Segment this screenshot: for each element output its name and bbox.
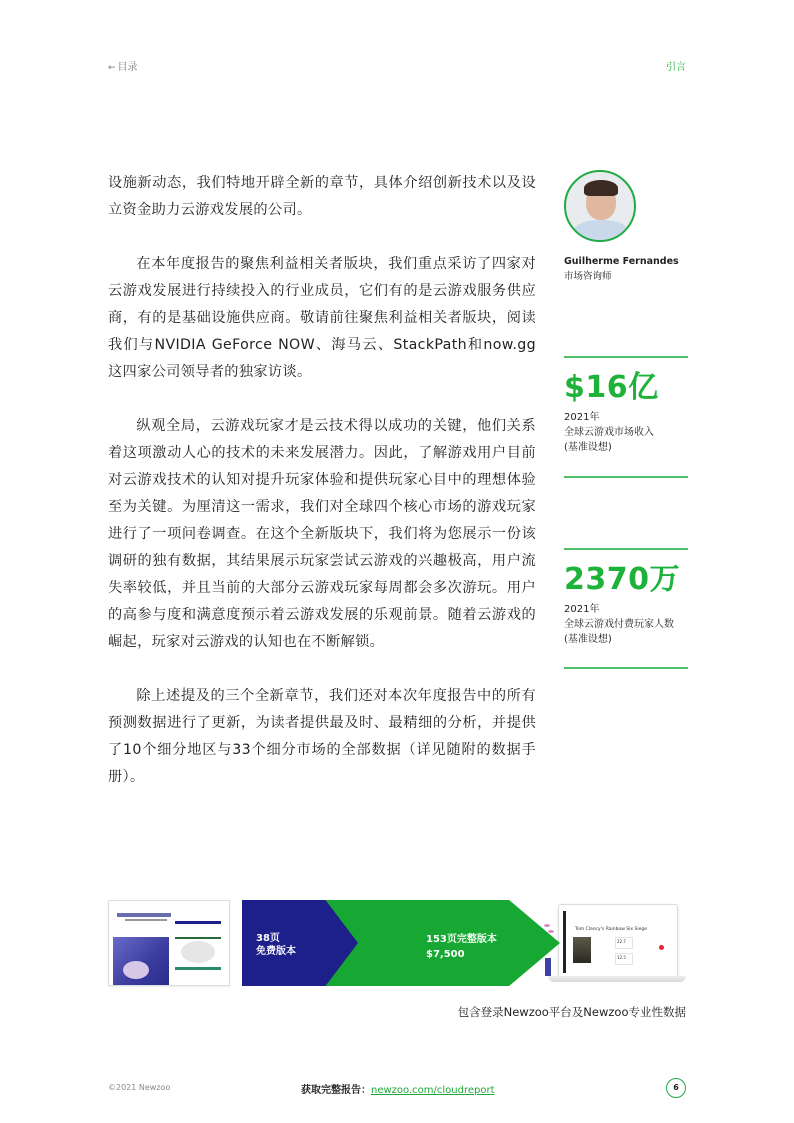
full-version-label: [426, 932, 497, 962]
back-link-label: 目录: [117, 62, 138, 73]
paragraph: 除上述提及的三个全新章节，我们还对本次年度报告中的所有预测数据进行了更新，为读者提供最及时、最精细的分析，并提供了10个细分地区与33个细分市场的全部数据（详见随附的数据手册）。: [108, 688, 536, 785]
body-text: [108, 170, 536, 818]
section-label: 引言: [666, 62, 686, 73]
divider: [564, 476, 688, 478]
avatar-hair: [584, 180, 618, 196]
divider: [564, 356, 688, 358]
report-cover-title: [117, 913, 171, 917]
report-thumbnail: [108, 900, 230, 986]
stat-note: (基准设想): [564, 634, 612, 645]
metric-card: 22.7: [615, 937, 633, 949]
stat-label: 全球云游戏市场收入: [564, 427, 654, 438]
stat-description: [564, 602, 688, 647]
divider: [564, 667, 688, 669]
report-cover-art: [113, 937, 169, 985]
cta-label: 获取完整报告：: [301, 1085, 371, 1096]
back-to-contents-link[interactable]: [108, 58, 138, 73]
stat-year: 2021年: [564, 604, 600, 615]
stat-label: 全球云游戏付费玩家人数: [564, 619, 674, 630]
report-promo-banner[interactable]: [108, 900, 686, 986]
arrow-left-icon: ←: [108, 63, 116, 73]
platform-laptop-mockup: [548, 904, 686, 986]
game-cover: [573, 937, 591, 963]
stat-note: (基准设想): [564, 442, 612, 453]
paragraph: 设施新动态，我们特地开辟全新的章节，具体介绍创新技术以及设立资金助力云游戏发展的公司。: [108, 175, 536, 218]
avatar-shirt: [572, 220, 630, 242]
avatar: [564, 170, 636, 242]
laptop-base: [548, 976, 686, 982]
paragraph: 在本年度报告的聚焦利益相关者版块，我们重点采访了四家对云游戏发展进行持续投入的行业成员，它们有的是云游戏服务供应商，有的是基础设施供应商。敬请前往聚焦利益相关者版块，阅读我们与NVIDIA GeForce NOW、海马云、StackPath和now.gg这四家公司领导者的独家访谈。: [108, 256, 536, 380]
free-pages: 38页: [256, 933, 280, 944]
stat-value: $16亿: [564, 370, 659, 405]
status-dot: [659, 945, 664, 950]
author-role: 市场咨询师: [564, 271, 612, 282]
full-pages: 153页完整版本: [426, 934, 497, 945]
footer: [108, 1078, 686, 1100]
divider: [564, 548, 688, 550]
report-link[interactable]: newzoo.com/cloudreport: [371, 1085, 495, 1096]
promo-caption: 包含登录Newzoo平台及Newzoo专业性数据: [457, 1005, 686, 1019]
free-version-label: [256, 932, 296, 958]
stat-value: 2370万: [564, 562, 680, 597]
free-label: 免费版本: [256, 946, 296, 957]
stat-paying-players: [564, 562, 688, 647]
author-profile: [564, 170, 688, 282]
report-cover-subtitle: [125, 919, 167, 921]
laptop-screen: [558, 904, 678, 978]
author-name: Guilherme Fernandes: [564, 256, 679, 267]
top-nav: [108, 58, 686, 72]
report-inner-page: [175, 911, 227, 983]
copyright: ©2021 Newzoo: [108, 1083, 171, 1092]
paragraph: 纵观全局，云游戏玩家才是云技术得以成功的关键，他们关系着这项激动人心的技术的未来发展潜力。因此，了解游戏用户目前对云游戏技术的认知对提升玩家体验和提供玩家心目中的理想体验至为关键。为厘清这一需求，我们对全球四个核心市场的游戏玩家进行了一项问卷调查。在这个全新版块下，我们将为您展示一份该调研的独有数据，其结果展示玩家尝试云游戏的兴趣极高，用户流失率较低，并且当前的大部分云游戏玩家每周都会多次游玩。用户的高参与度和满意度预示着云游戏发展的乐观前景。随着云游戏的崛起，玩家对云游戏的认知也在不断解锁。: [108, 418, 536, 650]
metric-card: 12.5: [615, 953, 633, 965]
get-report-cta: [301, 1081, 495, 1096]
full-price: $7,500: [426, 949, 465, 960]
stat-revenue: [564, 370, 688, 455]
screen-game-title: Tom Clancy's Rainbow Six Siege: [575, 927, 648, 932]
stat-year: 2021年: [564, 412, 600, 423]
stat-description: [564, 410, 688, 455]
page-number: 6: [666, 1078, 686, 1098]
